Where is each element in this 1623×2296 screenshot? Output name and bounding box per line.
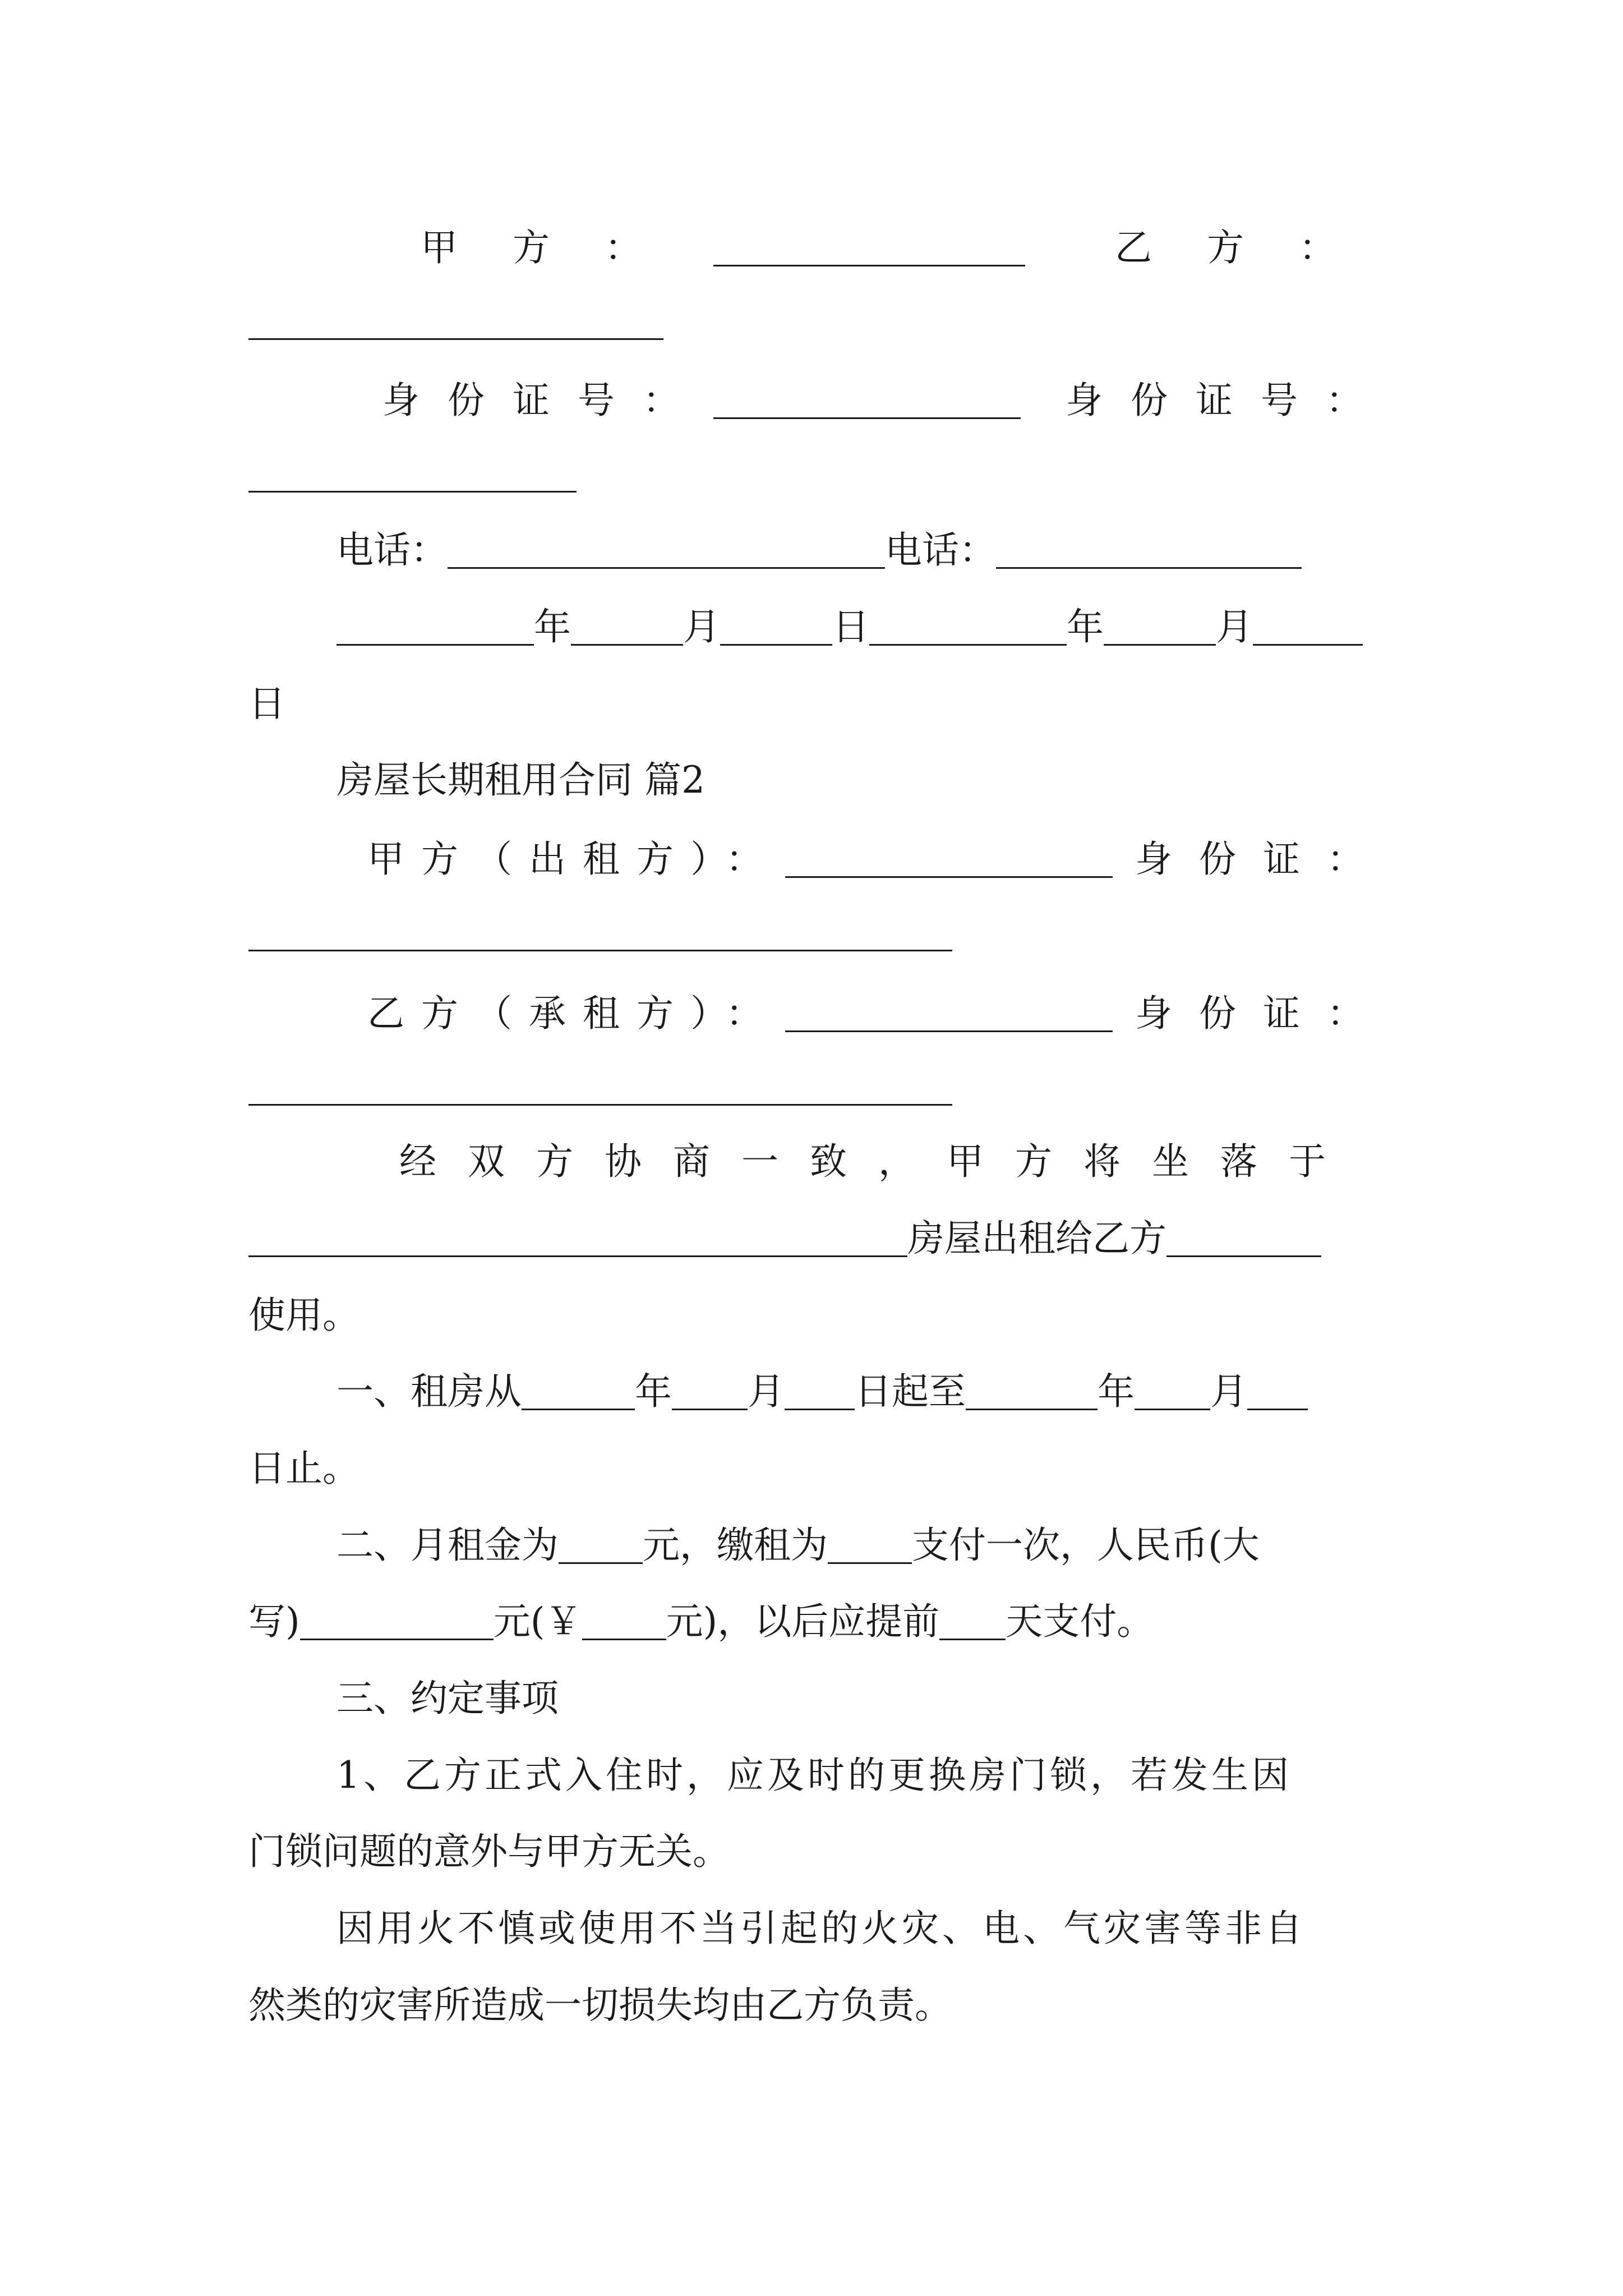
item-1-text-1: 1、乙方正式入住时，应及时的更换房门锁，若发生因 — [336, 1754, 1292, 1797]
date-month-blank-2 — [1104, 613, 1216, 646]
id-blank-left — [713, 386, 1021, 419]
item-1-text-2: 门锁问题的意外与甲方无关。 — [248, 1830, 730, 1873]
party-line-1 — [421, 226, 1391, 269]
clause-1-from-to: 日起至 — [855, 1370, 966, 1413]
date-line — [336, 605, 1391, 649]
agreement-line-1 — [399, 1140, 1391, 1184]
agreement-end: 使用。 — [248, 1294, 359, 1337]
clause-3-title — [336, 1677, 1391, 1720]
date-day-1: 日 — [832, 605, 869, 648]
id-blank-right — [248, 459, 577, 493]
clause-2-days-blank — [939, 1607, 1006, 1640]
lessee-blank — [785, 999, 1113, 1032]
agreement-line-2 — [248, 1217, 1391, 1260]
clause-1-day-blank-2 — [1247, 1377, 1308, 1410]
party-b-blank — [248, 307, 663, 340]
clause-1-year-2: 年 — [1098, 1370, 1135, 1413]
party-b-blank-row — [248, 303, 1391, 342]
item-2-line-1 — [336, 1907, 1391, 1950]
item-2-line-2 — [248, 1984, 1391, 2027]
clause-2-line-2 — [248, 1600, 1391, 1644]
date-day-2: 日 — [248, 682, 285, 725]
phone-label-left: 电话： — [336, 528, 448, 572]
lessor-label: 甲方（出租方）： — [367, 838, 780, 881]
lessee-label: 乙方（承租方）： — [367, 992, 780, 1035]
clause-1-month-2: 月 — [1210, 1370, 1247, 1413]
clause-1-year-1: 年 — [635, 1370, 672, 1413]
phone-label-right: 电话： — [885, 528, 996, 572]
clause-2-pay-once: 支付一次，人民币(大 — [912, 1524, 1260, 1567]
clause-2-period-blank — [828, 1531, 912, 1564]
date-month-2: 月 — [1216, 605, 1253, 648]
phone-blank-left — [448, 536, 885, 569]
item-2-text-1: 因用火不慎或使用不当引起的火灾、电、气灾害等非自 — [336, 1907, 1306, 1950]
clause-2-yuan: 元，缴租为 — [643, 1524, 828, 1567]
id-label-left: 身份证号： — [382, 379, 708, 422]
party-a-label: 甲方： — [421, 226, 697, 269]
date-year-blank-1 — [336, 613, 534, 646]
lessee-id-label: 身份证： — [1135, 992, 1391, 1035]
id-label-right: 身份证号： — [1066, 379, 1391, 422]
lessee-id-row — [248, 1069, 1391, 1109]
lessor-blank — [785, 845, 1113, 878]
clause-1-line-2 — [248, 1447, 1391, 1490]
party-b-label: 乙方： — [1115, 226, 1391, 269]
clause-3-title-text: 三、约定事项 — [336, 1677, 559, 1720]
item-1-line-2 — [248, 1830, 1391, 1874]
clause-1-month-blank-2 — [1135, 1377, 1210, 1410]
clause-2-amount-words-blank — [300, 1607, 494, 1640]
section-title — [336, 758, 1391, 802]
id-line — [382, 379, 1391, 422]
date-year-1: 年 — [534, 605, 571, 648]
lessee-line — [367, 992, 1391, 1035]
agreement-line-3 — [248, 1294, 1391, 1337]
clause-1-line-1 — [336, 1370, 1391, 1414]
date-year-blank-2 — [869, 613, 1067, 646]
clause-2-line-1 — [336, 1524, 1391, 1567]
date-month-blank-1 — [571, 613, 683, 646]
date-year-2: 年 — [1067, 605, 1104, 648]
id-blank-row — [248, 455, 1391, 495]
clause-2-rent-blank — [559, 1531, 643, 1564]
clause-1-year-blank-1 — [522, 1377, 635, 1410]
item-1-line-1 — [336, 1754, 1391, 1797]
clause-2-days-pay: 天支付。 — [1006, 1600, 1154, 1643]
phone-blank-right — [996, 536, 1302, 569]
phone-line — [336, 528, 1391, 572]
clause-2-line2-start: 写) — [248, 1600, 300, 1643]
date-day-blank-2 — [1253, 613, 1363, 646]
date-day-blank-1 — [720, 613, 832, 646]
clause-2-yuan-close: 元)，以后应提前 — [666, 1600, 940, 1643]
clause-1-month-blank-1 — [672, 1377, 748, 1410]
lessee-id-blank — [248, 1073, 952, 1106]
clause-2-prefix: 二、月租金为 — [336, 1524, 559, 1567]
lessor-line — [367, 838, 1391, 881]
clause-1-year-blank-2 — [966, 1377, 1098, 1410]
agreement-mid: 房屋出租给乙方 — [907, 1217, 1166, 1260]
lessor-id-label: 身份证： — [1135, 838, 1391, 881]
section-title-text: 房屋长期租用合同 篇2 — [336, 758, 705, 802]
clause-1-end: 日止。 — [248, 1447, 359, 1490]
clause-1-prefix: 一、租房从 — [336, 1370, 522, 1413]
agreement-lead: 经双方协商一致，甲方将坐落于 — [399, 1140, 1357, 1183]
item-2-text-2: 然类的灾害所造成一切损失均由乙方负责。 — [248, 1984, 952, 2027]
date-month-1: 月 — [683, 605, 720, 648]
clause-2-yuan-paren: 元(￥ — [493, 1600, 582, 1643]
agreement-lessee-blank — [1166, 1224, 1321, 1257]
lessor-id-row — [248, 914, 1391, 955]
clause-1-month-1: 月 — [748, 1370, 785, 1413]
clause-2-amount-num-blank — [582, 1607, 666, 1640]
party-a-blank — [713, 233, 1025, 266]
agreement-address-blank — [248, 1224, 907, 1257]
date-day-row — [248, 682, 1391, 726]
lessor-id-blank — [248, 918, 952, 951]
clause-1-day-blank-1 — [785, 1377, 855, 1410]
